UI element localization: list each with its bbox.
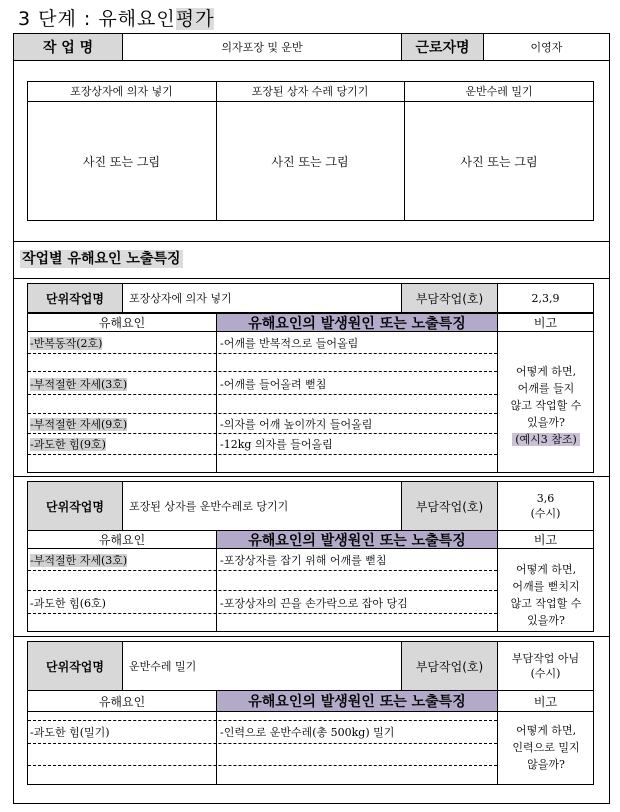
task-value: 의자포장 및 운반 — [122, 33, 402, 61]
photo-placeholder-2: 사진 또는 그림 — [271, 154, 349, 169]
remark-note: 어떻게 하면, 어깨를 뻗치지 않고 작업할 수 있을까? — [510, 563, 582, 627]
burden-value: 2,3,9 — [497, 283, 594, 313]
title-highlight: 평가 — [175, 8, 215, 30]
burden-label: 부담작업(호) — [401, 641, 498, 691]
photo-placeholder-3: 사진 또는 그림 — [460, 154, 538, 169]
hazard-row: -부적절한 자세(9호) — [30, 418, 128, 431]
hazard-header: 유해요인 — [27, 313, 217, 332]
photo-caption-1: 포장상자에 의자 넣기 — [70, 85, 173, 98]
hazard-row: -과도한 힘(6호) — [30, 597, 106, 610]
hazard-row: -과도한 힘(9호) — [30, 438, 106, 451]
unit-name: 포장된 상자를 운반수레로 당기기 — [122, 481, 402, 531]
remark-tag: (예시3 참조) — [512, 433, 580, 446]
photo-caption-3: 운반수레 밀기 — [465, 85, 533, 98]
unit-label: 단위작업명 — [27, 641, 123, 691]
unit-name: 운반수레 밀기 — [122, 641, 402, 691]
hazard-row: -부적절한 자세(3호) — [30, 378, 128, 391]
burden-label: 부담작업(호) — [401, 481, 498, 531]
cause-row: -어깨를 들어올려 뻗침 — [220, 378, 327, 391]
burden-label: 부담작업(호) — [401, 283, 498, 313]
unit-label: 단위작업명 — [27, 481, 123, 531]
hazard-row: -반복동작(2호) — [30, 337, 103, 350]
hazard-header: 유해요인 — [27, 530, 217, 549]
remark-header: 비고 — [497, 530, 594, 549]
cause-header: 유해요인의 발생원인 또는 노출특징 — [216, 313, 498, 332]
cause-row: -인력으로 운반수레(총 500kg) 밀기 — [220, 726, 395, 739]
unit-label: 단위작업명 — [27, 283, 123, 313]
page-title — [18, 4, 214, 31]
task-label: 작 업 명 — [13, 33, 123, 61]
remark-header: 비고 — [497, 690, 594, 712]
burden-value: 3,6 (수시) — [497, 481, 594, 531]
cause-header: 유해요인의 발생원인 또는 노출특징 — [216, 530, 498, 549]
cause-row: -의자를 어깨 높이까지 들어올림 — [220, 418, 373, 431]
burden-value: 부담작업 아님 (수시) — [497, 641, 594, 691]
photo-caption-2: 포장된 상자 수레 당기기 — [251, 85, 369, 98]
remark-note: 어떻게 하면, 어깨를 들지 않고 작업할 수 있을까? (예시3 참조) — [510, 365, 582, 446]
cause-row: -어깨를 반복적으로 들어올림 — [220, 337, 359, 350]
hazard-header: 유해요인 — [27, 690, 217, 712]
title-prefix: 3 단계 : 유해요인 — [18, 8, 176, 30]
hazard-row: -부적절한 자세(3호) — [30, 554, 128, 567]
remark-header: 비고 — [497, 313, 594, 332]
remark-note: 어떻게 하면, 인력으로 밀지 않을까? — [512, 724, 580, 771]
section-title: 작업별 유해요인 노출특징 — [22, 251, 181, 267]
hazard-row: -과도한 힘(밀기) — [30, 726, 110, 739]
cause-row: -12kg 의자를 들어올림 — [220, 438, 333, 451]
worker-label: 근로자명 — [401, 33, 484, 61]
cause-header: 유해요인의 발생원인 또는 노출특징 — [216, 690, 498, 712]
unit-name: 포장상자에 의자 넣기 — [122, 283, 402, 313]
worker-value: 이영자 — [483, 33, 610, 61]
photo-placeholder-1: 사진 또는 그림 — [82, 154, 161, 169]
cause-row: -포장상자를 잡기 위해 어깨를 뻗침 — [220, 554, 387, 567]
cause-row: -포장상자의 끈을 손가락으로 잡아 당김 — [220, 597, 408, 610]
